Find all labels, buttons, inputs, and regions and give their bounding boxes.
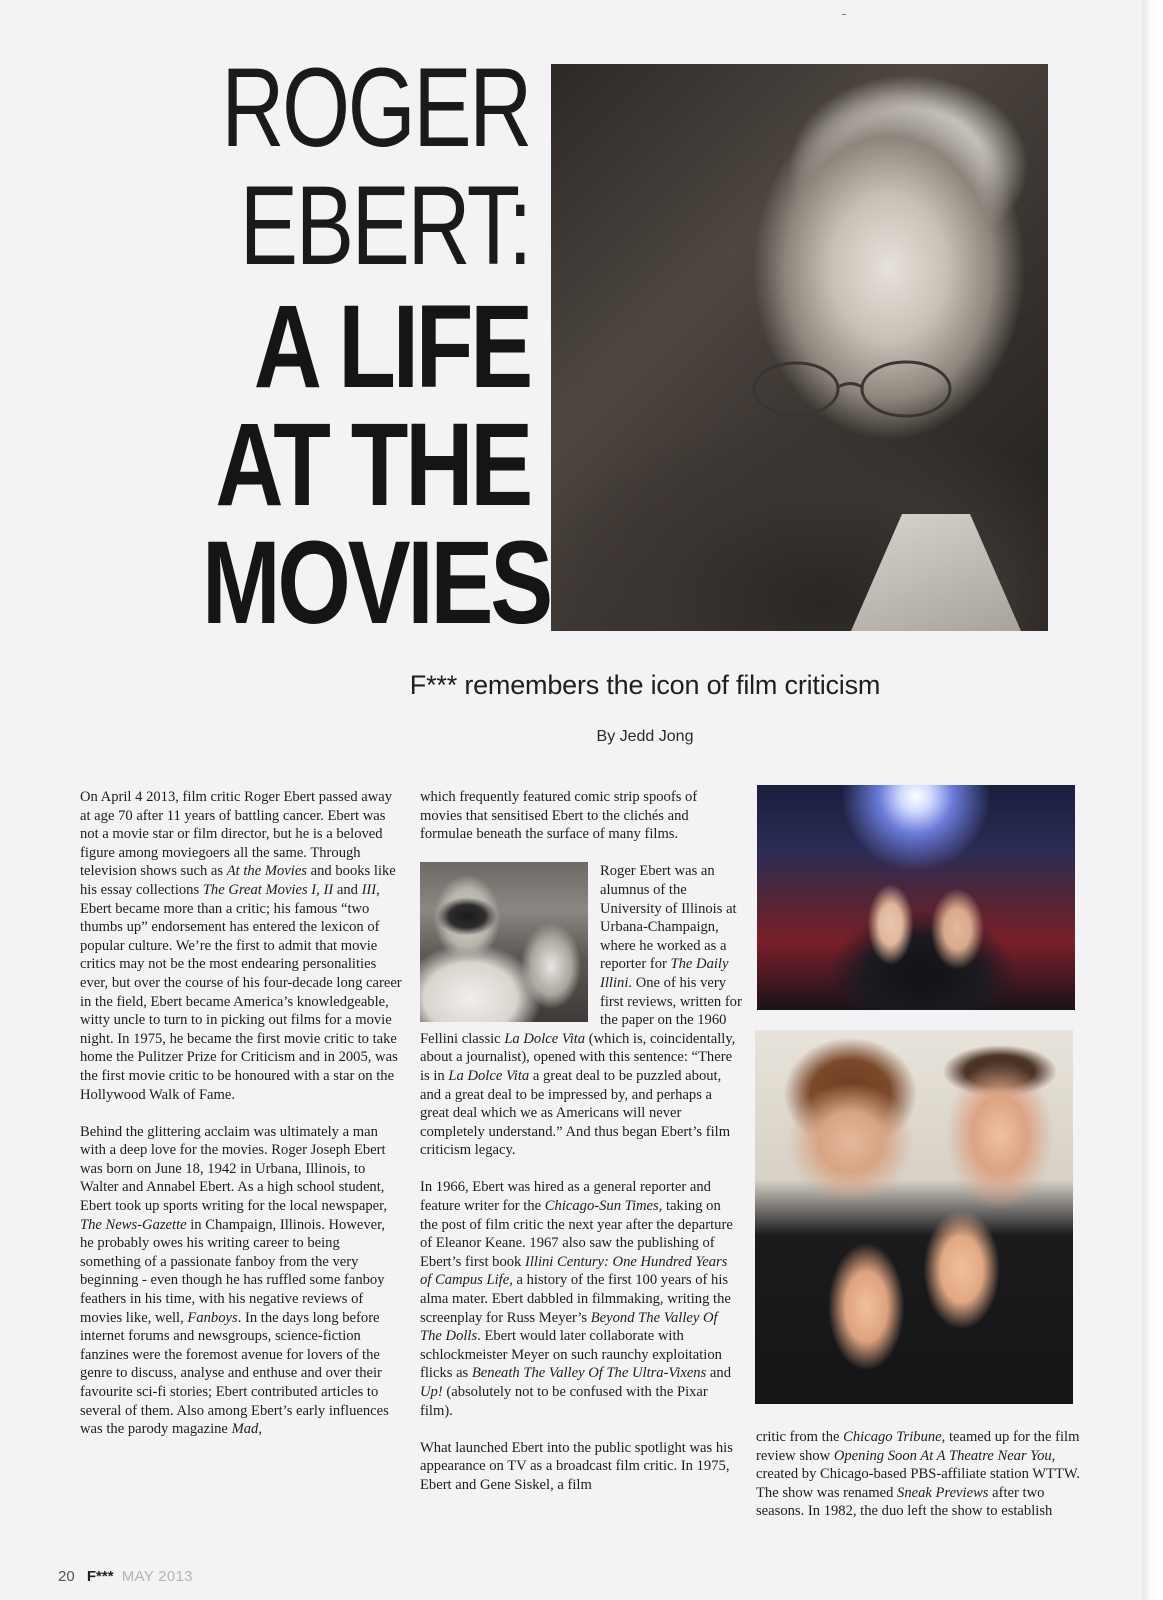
paragraph: What launched Ebert into the public spotlight was his appearance on TV as a broadcast film critic. In 1975, Ebert and Gene Siskel, a film: [420, 1439, 733, 1493]
article-column-3: [756, 1428, 1080, 1540]
photo-siskel-ebert-theatre: [757, 785, 1075, 1010]
paragraph: which frequently featured comic strip spoofs of movies that sensitised Ebert to the clichés and formulae beneath the surface of many films.: [420, 789, 698, 843]
paragraph: Behind the glittering acclaim was ultimately a man with a deep love for the movies. Roger Joseph Ebert was born on June 18, 1942 in Urbana, Illinois, to Walter and Annabel Ebert. As a high school student, Ebert took up sports writing for the local newspaper, The News-Gazette in Champaign, Illinois. However, he probably owes his writing career to being something of a passionate fanboy from the very beginning - even though he has ruffled some fanboy feathers in his time, with his negative reviews of movies like, well, Fanboys. In the days long before internet forums and newsgroups, science-fiction fanzines were the foremost avenue for lovers of the genre to discuss, analyse and enthuse and over their favourite sci-fi stories; Ebert contributed articles to several of them. Also among Ebert’s early influences was the parody magazine Mad,: [80, 1123, 389, 1438]
headline-line-3: A LIFE: [253, 281, 530, 413]
article-column-1: [80, 788, 402, 1457]
hero-portrait-photo: [551, 64, 1048, 631]
inset-photo-newsroom: [420, 862, 588, 1022]
paragraph: Roger Ebert was an alumnus of the University of Illinois at Urbana-Champaign, where he worked as a reporter for The Daily Illini. One of his very first reviews, written for the paper on the 1960 Fellini classic La Dolce Vita (which is, coincidentally, about a journalist), opened with this sentence: “There is in La Dolce Vita a great deal to be puzzled about, and a great deal to be impressed by, and perhaps a great deal which we as Americans will never completely understand.” And thus began Ebert’s film criticism legacy.: [420, 863, 742, 1159]
article-byline: By Jedd Jong: [596, 728, 694, 745]
shirt-collar: [851, 514, 1021, 631]
headline-line-5: MOVIES: [202, 517, 550, 649]
scan-speck: [842, 14, 846, 15]
page-edge: [1142, 0, 1163, 1600]
page-footer: [58, 1568, 193, 1585]
headline: [120, 45, 550, 649]
issue-date: MAY 2013: [121, 1568, 193, 1585]
page-number: 20: [58, 1568, 75, 1585]
headline-line-4: AT THE: [215, 399, 530, 531]
headline-line-1: ROGER: [221, 45, 531, 170]
magazine-brand: F***: [86, 1568, 114, 1585]
paragraph: In 1966, Ebert was hired as a general reporter and feature writer for the Chicago-Sun Times, taking on the post of film critic the next year after the departure of Eleanor Keane. 1967 also saw the publishing of Ebert’s first book Illini Century: One Hundred Years of Campus Life, a history of the first 100 years of his alma mater. Ebert dabbled in filmmaking, writing the screenplay for Russ Meyer’s Beyond The Valley Of The Dolls. Ebert would later collaborate with schlockmeister Meyer on such raunchy exploitation flicks as Beneath The Valley Of The Ultra-Vixens and Up! (absolutely not to be confused with the Pixar film).: [420, 1179, 733, 1419]
article-subtitle: F*** remembers the icon of film criticism: [409, 670, 881, 700]
paragraph: On April 4 2013, film critic Roger Ebert passed away at age 70 after 11 years of battling cancer. Ebert was not a movie star or film director, but he is a beloved figure among moviegoers all the same. Through television shows such as At the Movies and books like his essay collections The Great Movies I, II and III, Ebert became more than a critic; his famous “two thumbs up” endorsement has entered the lexicon of popular culture. We’re the first to admit that movie critics may not be the most endearing personalities ever, but over the course of his four-decade long career in the field, Ebert became America’s knowledgeable, witty uncle to turn to in picking out films for a movie night. In 1975, he became the first movie critic to take home the Pulitzer Prize for Criticism and in 2005, was the first movie critic to be honoured with a star on the Hollywood Walk of Fame.: [80, 789, 402, 1103]
photo-siskel-ebert-thumbs: [755, 1030, 1073, 1404]
headline-line-2: EBERT:: [239, 163, 530, 288]
paragraph: critic from the Chicago Tribune, teamed up for the film review show Opening Soon At A Theatre Near You, created by Chicago-based PBS-affiliate station WTTW. The show was renamed Sneak Previews after two seasons. In 1982, the duo left the show to establish: [756, 1429, 1080, 1520]
glasses-icon: [746, 354, 966, 424]
article-column-2: [420, 788, 742, 1513]
